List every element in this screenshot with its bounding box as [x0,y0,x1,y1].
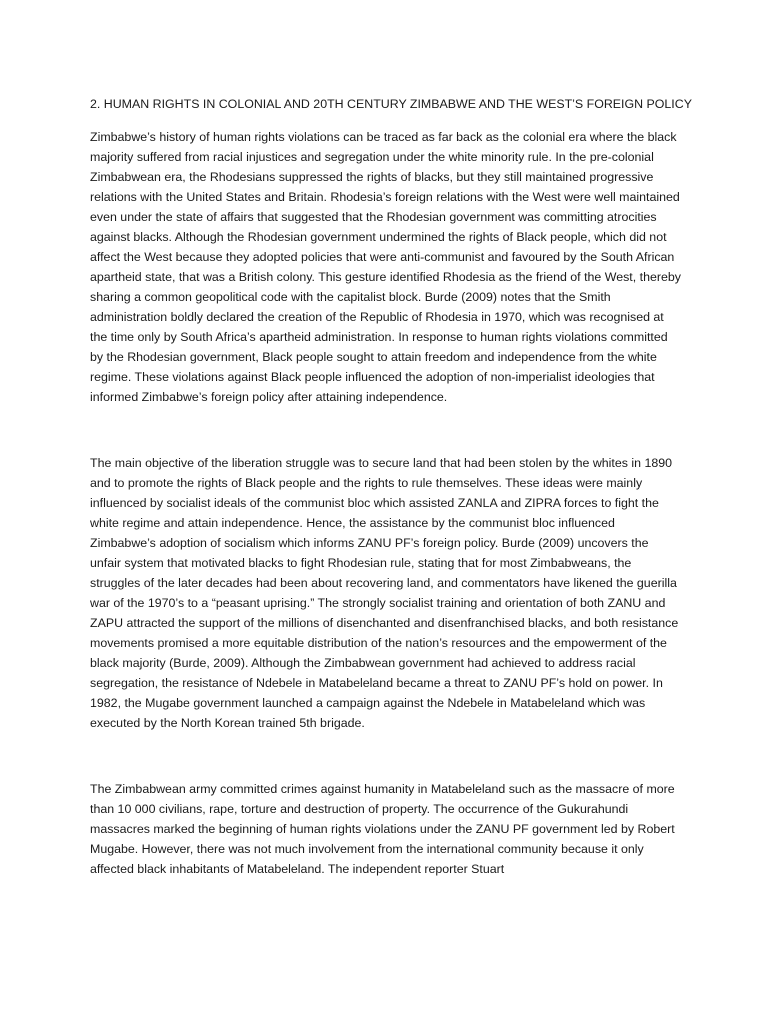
paragraph-colonial-era: Zimbabwe’s history of human rights violations can be traced as far back as the colonial era where the black majority suffered from racial injustices and segregation under the white minority rule. In the pre-colonial Zimbabwean era, the Rhodesians suppressed the rights of blacks, but they still maintained progressive relations with the United States and Britain. Rhodesia’s foreign relations with the West were well maintained even under the state of affairs that suggested that the Rhodesian government was committing atrocities against blacks. Although the Rhodesian government undermined the rights of Black people, which did not affect the West because they adopted policies that were anti-communist and favoured by the South African apartheid state, that was a British colony. This gesture identified Rhodesia as the friend of the West, thereby sharing a common geopolitical code with the capitalist block. Burde (2009) notes that the Smith administration boldly declared the creation of the Republic of Rhodesia in 1970, which was recognised at the time only by South Africa’s apartheid administration. In response to human rights violations committed by the Rhodesian government, Black people sought to attain freedom and independence from the white regime. These violations against Black people influenced the adoption of non-imperialist ideologies that informed Zimbabwe’s foreign policy after attaining independence. [90,130,681,404]
paragraph-spacer [90,733,682,779]
paragraph-spacer [90,407,682,453]
paragraph-gukurahundi: The Zimbabwean army committed crimes against humanity in Matabeleland such as the massacre of more than 10 000 civilians, rape, torture and destruction of property. The occurrence of the Gukurahundi massacres marked the beginning of human rights violations under the ZANU PF government led by Robert Mugabe. However, there was not much involvement from the international community because it only affected black inhabitants of Matabeleland. The independent reporter Stuart [90,782,675,876]
section-heading: 2. HUMAN RIGHTS IN COLONIAL AND 20TH CENTURY ZIMBABWE AND THE WEST’S FOREIGN POLICY [90,97,692,111]
document-body [90,94,692,879]
paragraph-liberation-struggle: The main objective of the liberation struggle was to secure land that had been stolen by the whites in 1890 and to promote the rights of Black people and the rights to rule themselves. These ideas were mainly influenced by socialist ideals of the communist bloc which assisted ZANLA and ZIPRA forces to fight the white regime and attain independence. Hence, the assistance by the communist bloc influenced Zimbabwe’s adoption of socialism which informs ZANU PF’s foreign policy. Burde (2009) uncovers the unfair system that motivated blacks to fight Rhodesian rule, stating that for most Zimbabweans, the struggles of the later decades had been about recovering land, and commentators have likened the guerilla war of the 1970’s to a “peasant uprising.” The strongly socialist training and orientation of both ZANU and ZAPU attracted the support of the millions of disenchanted and disenfranchised blacks, and both resistance movements promised a more equitable distribution of the nation’s resources and the empowerment of the black majority (Burde, 2009). Although the Zimbabwean government had achieved to address racial segregation, the resistance of Ndebele in Matabeleland became a threat to ZANU PF’s hold on power. In 1982, the Mugabe government launched a campaign against the Ndebele in Matabeleland which was executed by the North Korean trained 5th brigade. [90,456,679,730]
